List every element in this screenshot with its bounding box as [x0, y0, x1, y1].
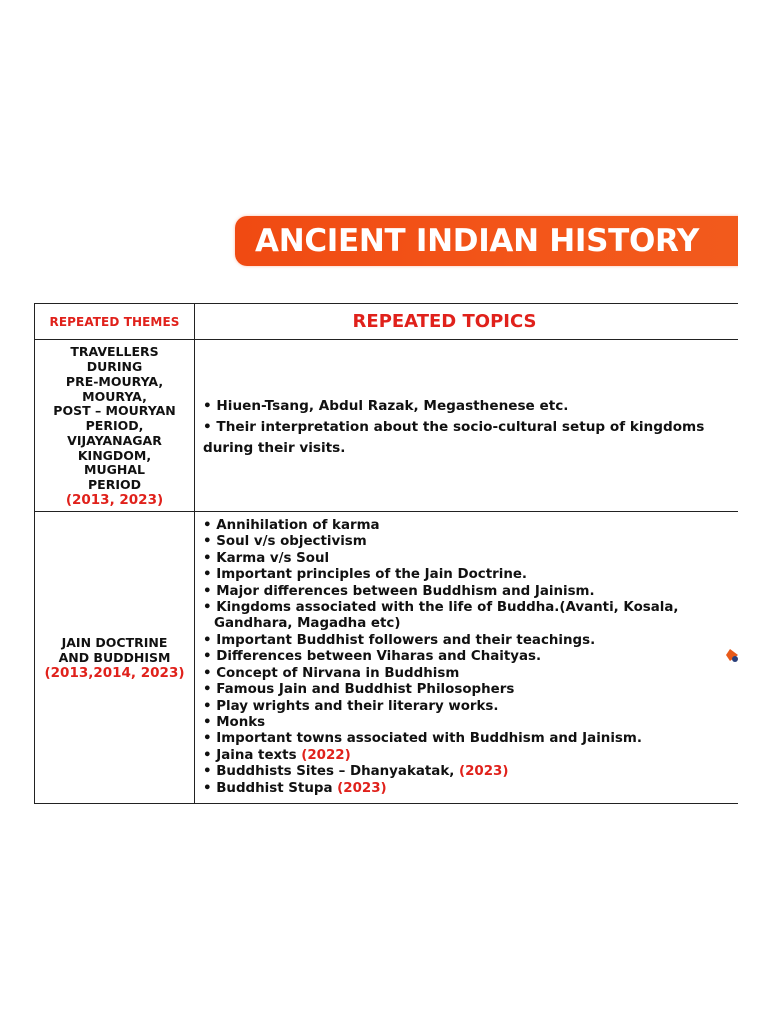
- theme-line: TRAVELLERS: [70, 344, 159, 360]
- theme-line: PRE-MOURYA,: [65, 373, 164, 389]
- theme-years: (2013, 2023): [65, 492, 164, 509]
- theme-line: VIJAYANAGAR: [67, 432, 162, 448]
- topic-list: [203, 518, 738, 797]
- topics-cell: [195, 512, 739, 804]
- theme-cell: [35, 340, 195, 512]
- topic-text: • Jaina texts: [203, 747, 302, 763]
- topics-cell: [195, 340, 739, 512]
- topic-item-with-year: [203, 764, 738, 780]
- topic-item-with-year: [203, 781, 738, 797]
- banner-title: ANCIENT INDIAN HISTORY: [255, 223, 700, 259]
- topic-item: • Famous Jain and Buddhist Philosophers: [203, 682, 515, 698]
- topic-item: • Monks: [203, 714, 266, 730]
- topic-item: • Important Buddhist followers and their teachings.: [203, 632, 596, 648]
- theme-line: POST – MOURYAN: [53, 403, 176, 419]
- theme-line: MUGHAL: [84, 462, 145, 478]
- topic-item: • Concept of Nirvana in Buddhism: [203, 665, 460, 681]
- topic-year: (2023): [337, 780, 387, 796]
- topic-item: • Kingdoms associated with the life of Buddha.(Avanti, Kosala,: [203, 600, 679, 616]
- table-row: [35, 512, 739, 804]
- theme-line: MOURYA,: [82, 388, 147, 404]
- topic-item: • Differences between Viharas and Chaityas.: [203, 649, 542, 665]
- theme-line: KINGDOM,: [77, 447, 152, 463]
- topic-list: [203, 396, 738, 459]
- theme-line: PERIOD: [88, 477, 141, 493]
- theme-line: PERIOD,: [85, 418, 144, 434]
- topics-table-wrapper: [34, 303, 738, 804]
- topic-item: • Soul v/s objectivism: [203, 534, 367, 550]
- theme-years: (2013,2014, 2023): [44, 664, 185, 681]
- theme-line: JAIN DOCTRINE: [61, 635, 168, 651]
- theme-line: AND BUDDHISM: [58, 650, 171, 666]
- header-repeated-themes: REPEATED THEMES: [35, 304, 195, 340]
- topic-item-continuation: Gandhara, Magadha etc): [214, 616, 401, 632]
- theme-cell: [35, 512, 195, 804]
- header-repeated-topics: REPEATED TOPICS: [195, 304, 739, 340]
- topic-item: • Annihilation of karma: [203, 518, 380, 534]
- topic-year: (2023): [458, 764, 509, 780]
- topics-table: [34, 303, 738, 804]
- topic-item: • Karma v/s Soul: [203, 550, 330, 566]
- topic-item: • Important towns associated with Buddhism and Jainism.: [203, 731, 642, 747]
- topic-item: • Play wrights and their literary works.: [203, 698, 499, 714]
- topic-item: • Hiuen-Tsang, Abdul Razak, Megasthenese etc.: [203, 398, 569, 414]
- table-row: [35, 340, 739, 512]
- topic-item-with-year: [203, 748, 738, 764]
- decorative-mark-icon: [724, 645, 740, 665]
- topic-item: • Important principles of the Jain Doctrine.: [203, 567, 528, 583]
- topic-text: • Buddhists Sites – Dhanyakatak,: [203, 764, 459, 780]
- theme-line: DURING: [86, 358, 143, 374]
- title-banner: [235, 216, 738, 266]
- topic-year: (2022): [301, 747, 351, 763]
- topic-item: during their visits.: [203, 440, 346, 456]
- topic-text: • Buddhist Stupa: [203, 780, 338, 796]
- topic-item: • Their interpretation about the socio-cultural setup of kingdoms: [203, 419, 705, 435]
- table-header-row: [35, 304, 739, 340]
- topic-item: • Major differences between Buddhism and Jainism.: [203, 583, 595, 599]
